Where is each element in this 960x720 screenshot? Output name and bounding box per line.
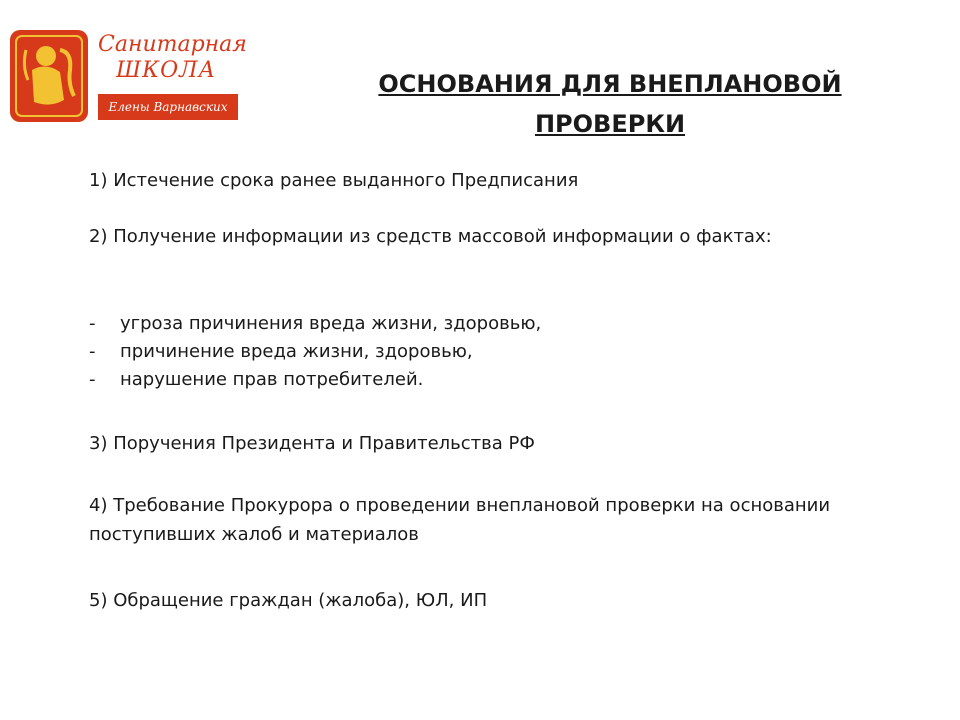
list-item-2: 2) Получение информации из средств массовой информации о фактах: [89, 226, 772, 247]
bullet-list [89, 310, 869, 394]
logo-text-line2: ШКОЛА [116, 58, 217, 83]
list-item-4: 4) Требование Прокурора о проведении внеплановой проверки на основании поступивших жалоб и материалов [89, 495, 831, 545]
page-title [270, 64, 950, 144]
bullet-dash: - [89, 313, 96, 334]
page-title-line1: ОСНОВАНИЯ ДЛЯ ВНЕПЛАНОВОЙ [378, 70, 842, 98]
list-item-1: 1) Истечение срока ранее выданного Предписания [89, 170, 579, 191]
bullet-item [89, 366, 869, 394]
bullet-dash: - [89, 341, 96, 362]
bullet-text: причинение вреда жизни, здоровью, [120, 341, 473, 362]
bullet-text: угроза причинения вреда жизни, здоровью, [120, 313, 542, 334]
page-title-line2: ПРОВЕРКИ [534, 110, 686, 138]
list-item-5: 5) Обращение граждан (жалоба), ЮЛ, ИП [89, 590, 488, 611]
logo-text-line1: Санитарная [98, 32, 247, 57]
list-item-3: 3) Поручения Президента и Правительства РФ [89, 433, 535, 454]
logo [8, 28, 247, 124]
bullet-item [89, 310, 869, 338]
bullet-dash: - [89, 369, 96, 390]
logo-emblem-icon [10, 30, 88, 122]
bullet-text: нарушение прав потребителей. [120, 369, 424, 390]
bullet-item [89, 338, 869, 366]
logo-plate: Елены Варнавских [98, 94, 238, 120]
